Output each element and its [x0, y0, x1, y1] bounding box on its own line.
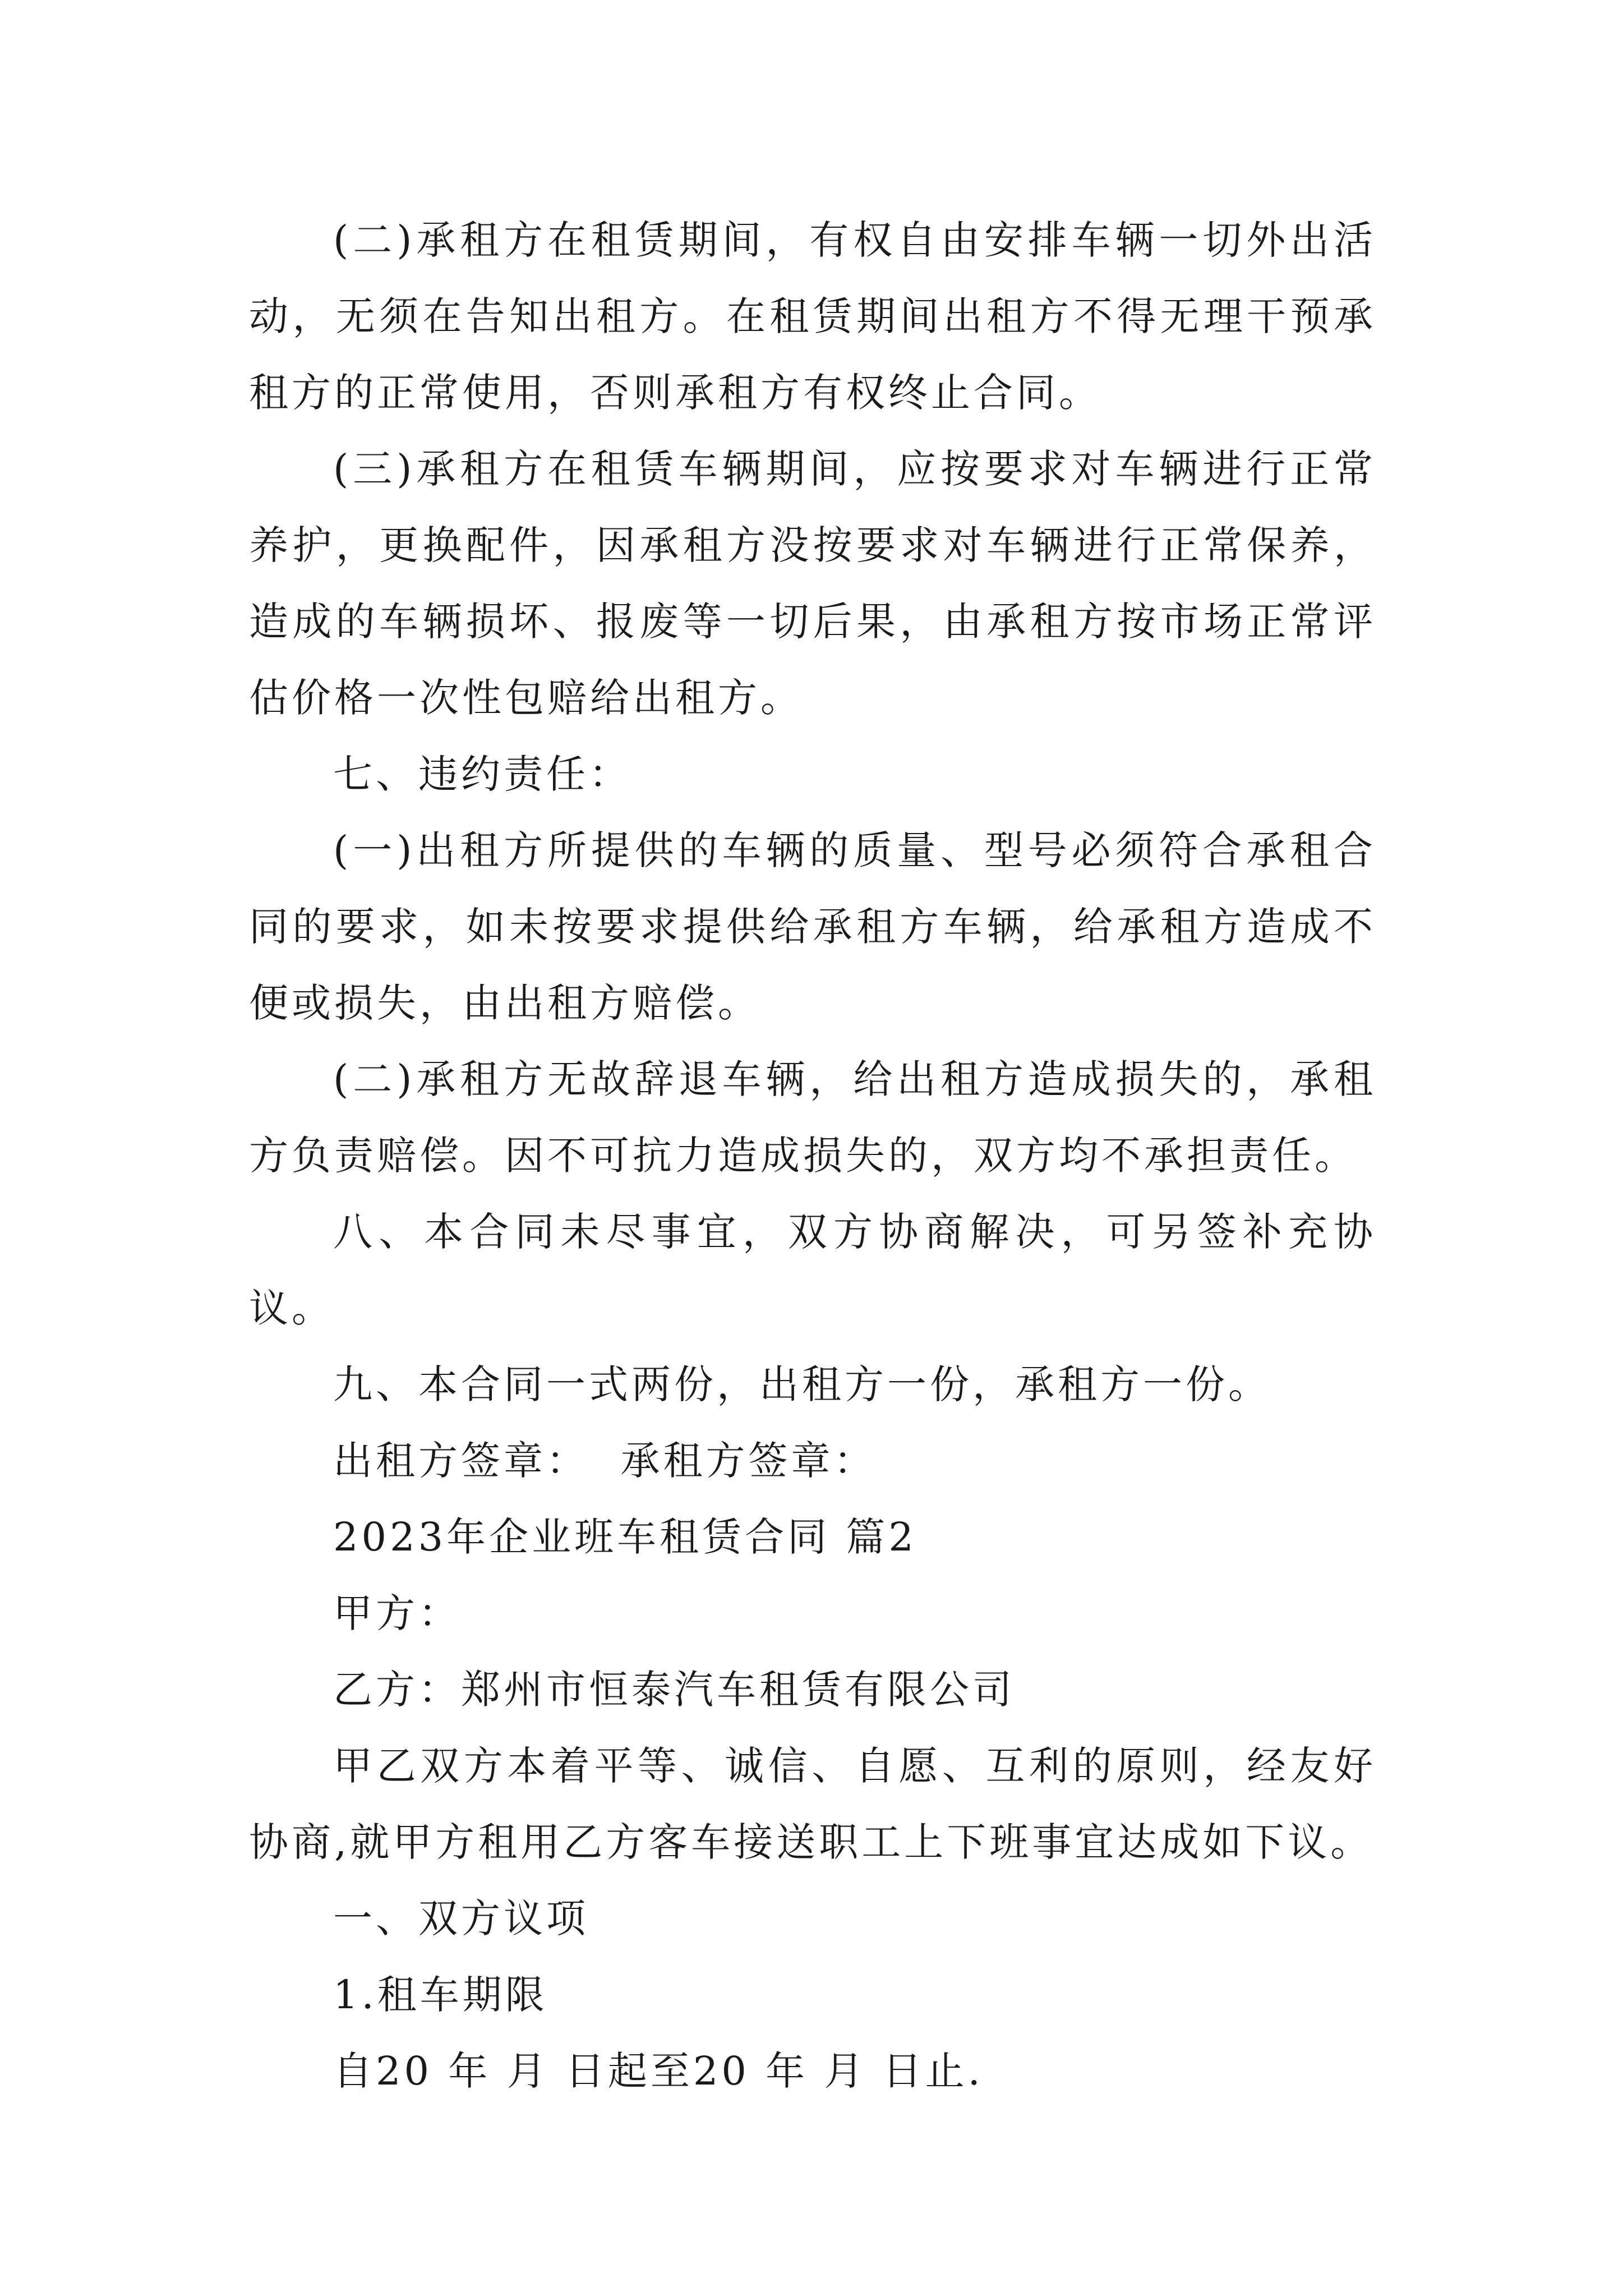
paragraph-copies: 九、本合同一式两份，出租方一份，承租方一份。: [333, 1361, 1271, 1407]
section-heading-items: 一、双方议项: [333, 1895, 589, 1941]
section-heading-breach: 七、违约责任：: [333, 751, 631, 797]
paragraph-lessee-rights: (二)承租方在租赁期间，有权自由安排车辆一切外出活动，无须在告知出租方。在租赁期间出租方不得无理干预承租方的正常使用，否则承租方有权终止合同。: [249, 217, 1376, 416]
subheading-rental-period: 1.租车期限: [333, 1972, 548, 2018]
party-b-line: 乙方：郑州市恒泰汽车租赁有限公司: [333, 1667, 1015, 1713]
paragraph-preamble: 甲乙双方本着平等、诚信、自愿、互利的原则，经友好协商,就甲方租用乙方客车接送职工上下班事宜达成如下议。: [249, 1743, 1376, 1865]
paragraph-lessee-breach: (二)承租方无故辞退车辆，给出租方造成损失的，承租方负责赔偿。因不可抗力造成损失的，双方均不承担责任。: [249, 1056, 1376, 1179]
contract-title: 2023年企业班车租赁合同 篇2: [333, 1514, 917, 1560]
party-a-line: 甲方：: [333, 1590, 461, 1636]
paragraph-lessee-maintenance: (三)承租方在租赁车辆期间，应按要求对车辆进行正常养护，更换配件，因承租方没按要求对车辆进行正常保养，造成的车辆损坏、报废等一切后果，由承租方按市场正常评估价格一次性包赔给出租方。: [249, 446, 1376, 721]
paragraph-lessor-breach: (一)出租方所提供的车辆的质量、型号必须符合承租合同的要求，如未按要求提供给承租方车辆，给承租方造成不便或损失，由出租方赔偿。: [249, 827, 1376, 1026]
paragraph-unresolved-matters: 八、本合同未尽事宜，双方协商解决，可另签补充协议。: [249, 1209, 1376, 1331]
document-body: [249, 202, 1376, 2109]
rental-period-dates: 自20 年 月 日起至20 年 月 日止.: [333, 2048, 984, 2094]
signature-line: 出租方签章： 承租方签章：: [333, 1438, 877, 1484]
